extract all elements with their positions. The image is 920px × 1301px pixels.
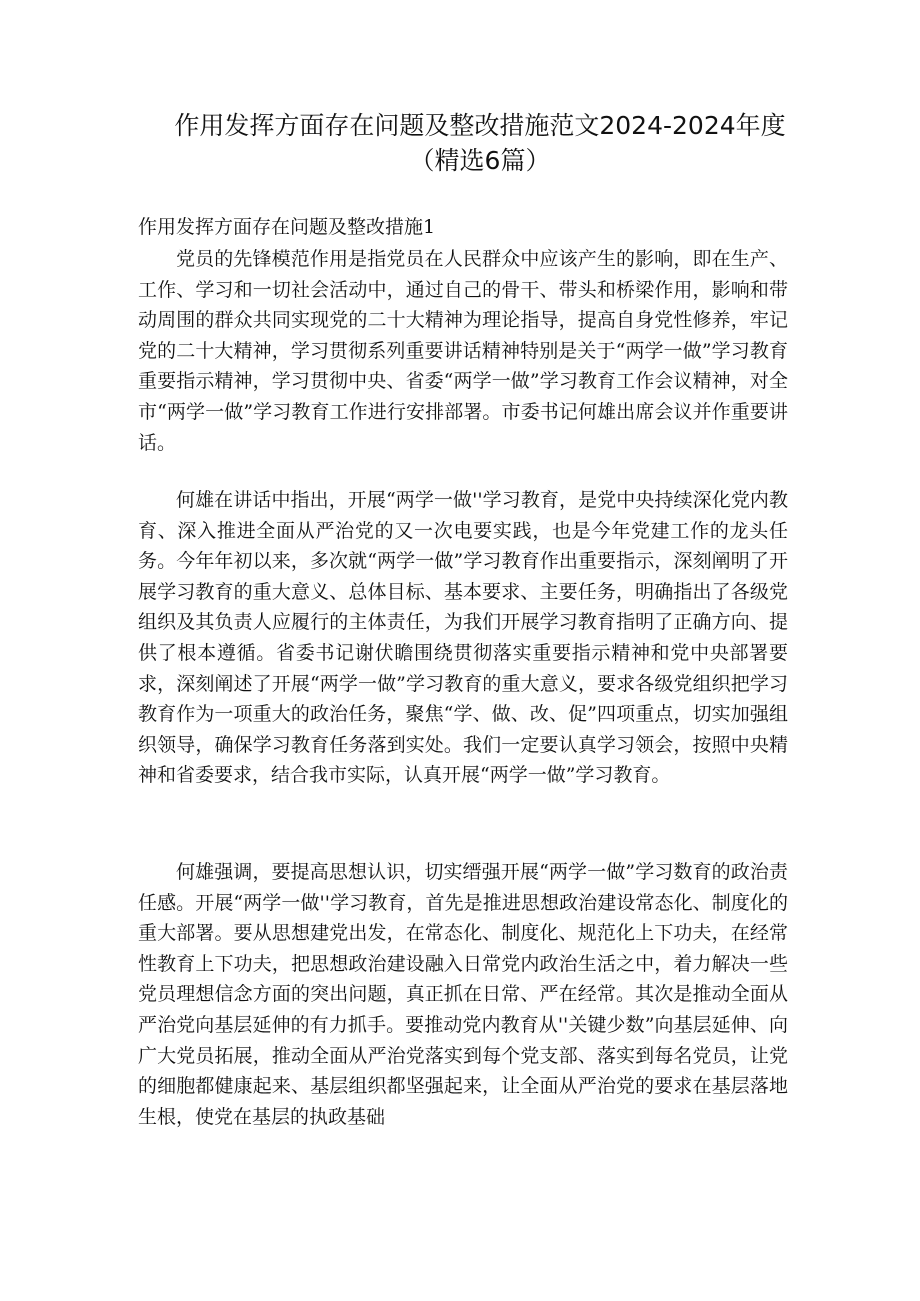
document-title-line-1: 作用发挥方面存在问题及整改措施范文2024-2024年度 <box>174 111 786 140</box>
body-paragraph-2: 何雄在讲话中指出，开展“两学一做''学习教育，是党中央持续深化党内教育、深入推进全面从严治党的又一次电要实践，也是今年党建工作的龙头任务。今年年初以来，多次就“两学一做”学习教育作出重要指示，深刻阐明了开展学习教育的重大意义、总体目标、基本要求、主要任务，明确指出了各级党组织及其负责人应履行的主体责任，为我们开展学习教育指明了正确方向、提供了根本遵循。省委书记谢伏瞻围绕贯彻落实重要指示精神和党中央部署要求，深刻阐述了开展“两学一做”学习教育的重大意义，要求各级党组织把学习教育作为一项重大的政治任务，聚焦“学、做、改、促”四项重点，切实加强组织领导，确保学习教育任务落到实处。我们一定要认真学习领会，按照中央精神和省委要求，结合我市实际，认真开展“两学一做”学习教育。 <box>138 489 788 787</box>
body-paragraph-3: 何雄强调，要提高思想认识，切实缙强开展“两学一做”学习数育的政治责任感。开展“两学一做''学习教育，首先是推进思想政治建设常态化、制度化的重大部署。要从思想建党出发，在常态化、制度化、规范化上下功夫，在经常性教育上下功夫，把思想政治建设融入日常党内政治生活之中，着力解决一些党员理想信念方面的突出问题，真正抓在日常、严在经常。其次是推动全面从严治党向基层延伸的有力抓手。要推动党内教育从''关键少数”向基层延伸、向广大党员拓展，推动全面从严治党落实到每个党支部、落实到每名党员，让党的细胞都健康起来、基层组织都坚强起来，让全面从严治党的要求在基层落地生根，使党在基层的执政基础 <box>138 861 788 1128</box>
body-paragraph-1: 党员的先锋模范作用是指党员在人民群众中应该产生的影响，即在生产、工作、学习和一切社会活动中，通过自己的骨干、带头和桥梁作用，影响和带动周围的群众共同实现党的二十大精神为理论指导，提高自身党性修养，牢记党的二十大精神，学习贯彻系列重要讲话精神特别是关于“两学一做”学习教育重要指示精神，学习贯彻中央、省委“两学一做”学习教育工作会议精神，对全市“两学一做”学习教育工作进行安排部署。市委书记何雄出席会议并作重要讲话。 <box>138 248 788 454</box>
document-title-line-2: （精选6篇） <box>409 146 551 175</box>
document-title <box>100 108 860 178</box>
section-heading: 作用发挥方面存在问题及整改措施1 <box>138 216 436 238</box>
